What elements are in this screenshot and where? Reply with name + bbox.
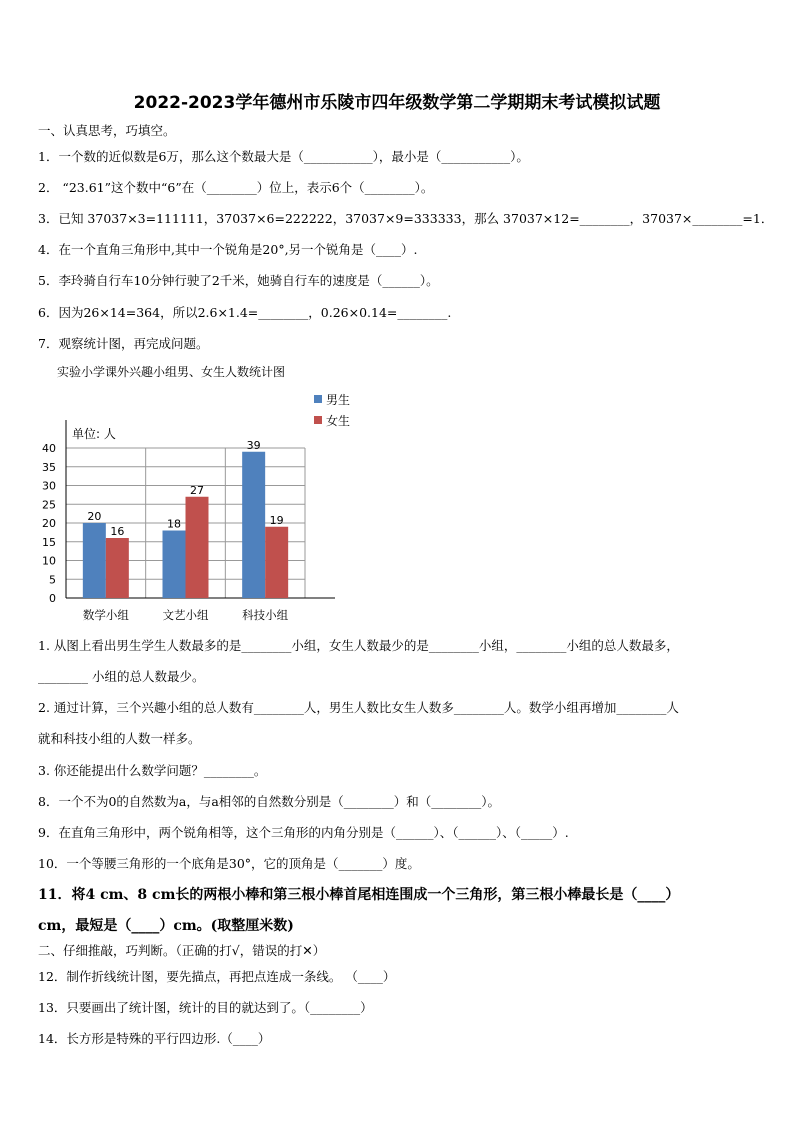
- x-tick-label: 数学小组: [82, 608, 129, 622]
- question-3: 3．已知 37037×3=111111，37037×6=222222，37037×9=333333，那么 37037×12=________，37037×________=1．: [38, 211, 774, 226]
- section-1-heading: 一、认真思考，巧填空。: [38, 123, 176, 138]
- section-2-heading: 二、仔细推敲，巧判断。（正确的打√，错误的打✕）: [38, 943, 326, 958]
- data-label: 27: [190, 483, 204, 497]
- y-tick-label: 40: [42, 442, 56, 455]
- question-12: 12．制作折线统计图，要先描点，再把点连成一条线。 （____）: [38, 969, 396, 984]
- subquestion-2-line-1: 2. 通过计算，三个兴趣小组的总人数有________人，男生人数比女生人数多________人。数学小组再增加________人: [38, 700, 679, 715]
- question-13: 13．只要画出了统计图，统计的目的就达到了。（________）: [38, 1000, 373, 1015]
- y-tick-label: 5: [49, 573, 56, 587]
- chart-title: 实验小学课外兴趣小组男、女生人数统计图: [57, 365, 286, 379]
- data-label: 16: [110, 525, 125, 538]
- legend-label: 男生: [326, 393, 351, 407]
- question-14: 14．长方形是特殊的平行四边形.（____）: [38, 1031, 271, 1046]
- bar-girls: [186, 497, 209, 598]
- question-5: 5．李玲骑自行车10分钟行驶了2千米，她骑自行车的速度是（______）。: [38, 273, 439, 288]
- y-tick-label: 0: [49, 592, 56, 605]
- page-title: 2022-2023学年德州市乐陵市四年级数学第二学期期末考试模拟试题: [133, 93, 661, 113]
- legend-swatch: [314, 395, 322, 403]
- subquestion-2-line-2: 就和科技小组的人数一样多。: [38, 731, 201, 746]
- question-7: 7．观察统计图，再完成问题。: [38, 336, 209, 351]
- question-1: 1．一个数的近似数是6万，那么这个数最大是（___________），最小是（___________）。: [38, 149, 529, 164]
- bar-chart: [30, 390, 360, 630]
- legend-label: 女生: [326, 414, 351, 428]
- bar-boys: [83, 523, 106, 598]
- bar-boys: [163, 531, 186, 599]
- question-9: 9．在直角三角形中，两个锐角相等，这个三角形的内角分别是（______）、（______）、（_____）.: [38, 825, 569, 840]
- data-label: 19: [269, 513, 284, 527]
- y-tick-label: 20: [42, 517, 56, 530]
- data-label: 39: [246, 438, 261, 452]
- x-tick-label: 文艺小组: [162, 608, 209, 622]
- bar-girls: [106, 538, 129, 598]
- subquestion-1-line-2: ________ 小组的总人数最少。: [38, 669, 205, 684]
- y-tick-label: 15: [42, 535, 56, 549]
- legend-swatch: [314, 416, 322, 424]
- question-4: 4．在一个直角三角形中,其中一个锐角是20°,另一个锐角是（____）.: [38, 242, 418, 257]
- data-label: 20: [87, 510, 102, 523]
- question-2: 2． “23.61”这个数中“6”在（________）位上，表示6个（________）。: [38, 180, 434, 195]
- question-11-line-1: 11．将4 cm、8 cm长的两根小棒和第三根小棒首尾相连围成一个三角形，第三根小棒最长是（____）: [38, 887, 680, 903]
- y-tick-label: 25: [42, 498, 56, 512]
- question-8: 8．一个不为0的自然数为a，与a相邻的自然数分别是（________）和（________）。: [38, 794, 501, 809]
- question-11-line-2: cm，最短是（____）cm。(取整厘米数): [38, 918, 294, 934]
- subquestion-3: 3. 你还能提出什么数学问题？________。: [38, 763, 267, 778]
- unit-label: 单位: 人: [72, 427, 116, 441]
- y-tick-label: 30: [42, 479, 56, 493]
- data-label: 18: [167, 517, 181, 531]
- y-tick-label: 35: [42, 460, 56, 474]
- question-6: 6．因为26×14=364，所以2.6×1.4=________，0.26×0.14=________.: [38, 305, 452, 320]
- x-tick-label: 科技小组: [242, 608, 289, 622]
- bar-boys: [242, 452, 265, 598]
- question-10: 10．一个等腰三角形的一个底角是30°，它的顶角是（_______）度。: [38, 856, 420, 871]
- bar-girls: [265, 527, 288, 598]
- subquestion-1-line-1: 1. 从图上看出男生学生人数最多的是________小组，女生人数最少的是________小组，________小组的总人数最多，: [38, 638, 679, 653]
- y-tick-label: 10: [42, 554, 56, 568]
